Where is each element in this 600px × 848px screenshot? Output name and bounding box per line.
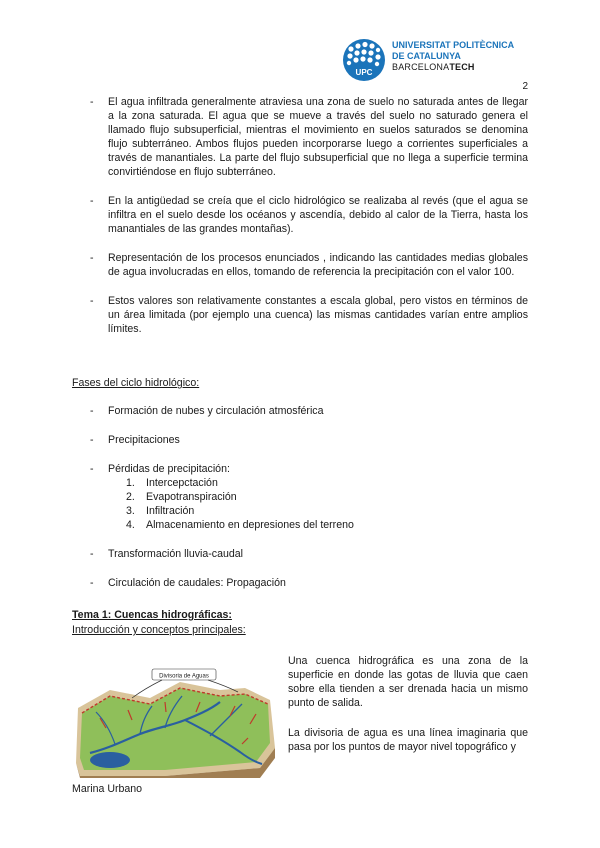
bullet-representacion: - Representación de los procesos enunciados , indicando las cantidades medias globales de agua involucradas en ellos, tomando de referencia la precipitación con el valor 100.: [72, 251, 528, 279]
diagram-label: Divisoria de Aguas: [159, 673, 209, 680]
upc-logo: [342, 38, 532, 82]
logo-line-3: [392, 62, 514, 73]
fase-perdidas: [72, 462, 528, 532]
intro-paragraph-1: Una cuenca hidrográfica es una zona de la superficie en donde las gotas de lluvia que caen sobre ella tienden a ser drenada hacia un mismo punto de salida.: [288, 655, 528, 709]
page-number: 2: [522, 81, 528, 92]
bullet-antiguedad: - En la antigüedad se creía que el ciclo hidrológico se realizaba al revés (que el agua se infiltra en el suelo desde los océanos y ascendía, debido al calor de la Tierra, hasta los manantiales de las grandes montañas).: [72, 194, 528, 236]
intro-paragraph-2: La divisoria de agua es una línea imaginaria que pasa por los puntos de mayor nivel topográfico y: [288, 727, 528, 753]
logo-line-3a: BARCELONA: [392, 62, 450, 72]
fases-heading: Fases del ciclo hidrológico:: [72, 377, 200, 389]
bullet-list-top: [72, 95, 528, 336]
upc-logo-mark-icon: [342, 38, 386, 82]
fase-perdidas-label: Pérdidas de precipitación:: [108, 463, 230, 475]
sub-item: 1. Intercepctación: [126, 477, 218, 489]
tema-title: Tema 1: Cuencas hidrográficas:: [72, 609, 232, 621]
bullet-valores: - Estos valores son relativamente constantes a escala global, pero vistos en términos de un área limitada (por ejemplo una cuenca) las mismas cantidades varían entre amplios límites.: [72, 294, 528, 336]
sub-item: 2. Evapotranspiración: [126, 491, 237, 503]
tema-subtitle: Introducción y conceptos principales:: [72, 624, 246, 636]
footer-author: Marina Urbano: [72, 783, 143, 795]
perdidas-sublist: [126, 476, 528, 532]
fases-list: [72, 404, 528, 590]
fase-precipitaciones: - Precipitaciones: [72, 433, 528, 447]
logo-wordmark: [392, 40, 514, 73]
fase-circulacion: - Circulación de caudales: Propagación: [72, 576, 528, 590]
fase-formacion-nubes: - Formación de nubes y circulación atmosférica: [72, 404, 528, 418]
logo-line-1: UNIVERSITAT POLITÈCNICA: [392, 40, 515, 50]
logo-line-2: DE CATALUNYA: [392, 51, 461, 61]
watershed-diagram: [70, 668, 276, 778]
sub-item: 4. Almacenamiento en depresiones del terreno: [126, 519, 354, 531]
logo-line-3b: TECH: [449, 62, 475, 72]
fase-transformacion: - Transformación lluvia-caudal: [72, 547, 528, 561]
sub-item: 3. Infiltración: [126, 505, 195, 517]
bullet-infiltracion: - El agua infiltrada generalmente atraviesa una zona de suelo no saturada antes de llegar a la zona saturada. El agua que se mueve a través del suelo no saturado genera el llamado flujo subsuperficial, mientras el movimiento en suelos saturados se denomina flujo subterráneo. Ambos flujos pueden incorporarse luego a corrientes superficiales a través de manantiales. La parte del flujo subsuperficial que no llega a superficie termina convirtiéndose en flujo subterráneo.: [72, 95, 528, 179]
logo-mark-text: UPC: [355, 68, 373, 77]
